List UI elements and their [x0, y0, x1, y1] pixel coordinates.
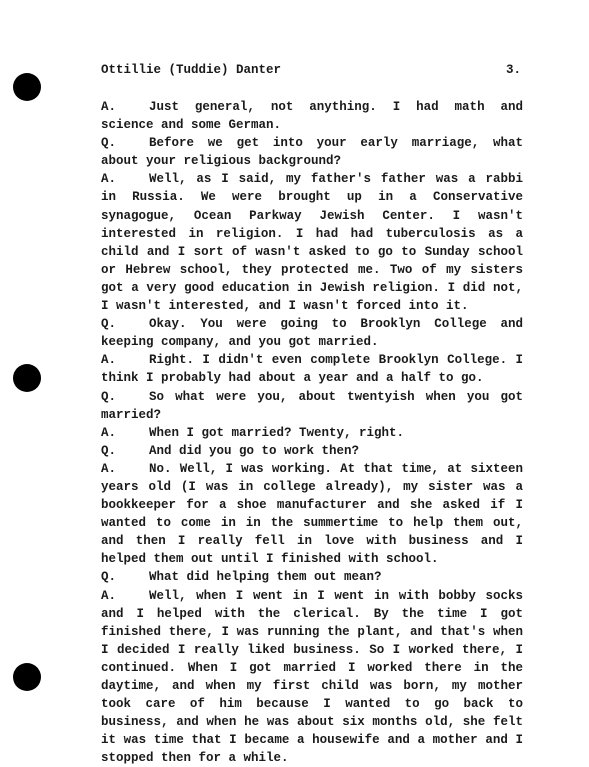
- paragraph-text: Well, when I went in I went in with bobby socks and I helped with the clerical. By the time I got finished there, I was running the plant, and that's when I decided I really liked business. So I worked there, I continued. When I got married I worked there in the daytime, and when my first child was born, my mother took care of him because I wanted to go back to business, and when he was about six months old, she felt it was time that I became a housewife and a mother and I stopped then for a while.: [101, 588, 523, 766]
- paragraph-text: No. Well, I was working. At that time, at sixteen years old (I was in college already), my sister was a bookkeeper for a shoe manufacturer and she asked if I wanted to come in in the summertime to help them out, and then I really fell in love with business and I helped them out until I finished with school.: [101, 461, 523, 567]
- speaker-label: Q.: [101, 443, 117, 458]
- page-number: 3.: [505, 63, 521, 77]
- paragraph-text: Well, as I said, my father's father was a rabbi in Russia. We were brought up in a Conservative synagogue, Ocean Parkway Jewish Center. I wasn't interested in religion. I had had tuberculosis as a child and I sort of wasn't asked to go to Sunday school or Hebrew school, they protected me. Two of my sisters got a very good education in Jewish religion. I did not, I wasn't interested, and I wasn't forced into it.: [101, 172, 523, 314]
- speaker-label: A.: [101, 353, 117, 368]
- transcript-paragraph: [101, 98, 523, 134]
- paragraph-text: Right. I didn't even complete Brooklyn College. I think I probably had about a year and a half to go.: [101, 353, 523, 386]
- transcript-body: [101, 98, 523, 767]
- paragraph-text: Before we get into your early marriage, what about your religious background?: [101, 136, 523, 169]
- speaker-label: A.: [101, 425, 117, 440]
- transcript-paragraph: [101, 170, 523, 315]
- paragraph-text: What did helping them out mean?: [149, 570, 382, 585]
- speaker-label: Q.: [101, 389, 117, 404]
- paragraph-text: Just general, not anything. I had math and science and some German.: [101, 100, 523, 133]
- transcript-paragraph: [101, 351, 523, 387]
- punch-hole-top: [13, 73, 41, 101]
- transcript-paragraph: [101, 134, 523, 170]
- speaker-label: A.: [101, 172, 117, 187]
- speaker-label: A.: [101, 100, 117, 114]
- paragraph-text: So what were you, about twentyish when you got married?: [101, 389, 523, 422]
- transcript-paragraph: [101, 388, 523, 424]
- paragraph-text: When I got married? Twenty, right.: [149, 425, 405, 440]
- punch-hole-bottom: [13, 663, 41, 691]
- transcript-paragraph: [101, 568, 523, 586]
- punch-hole-middle: [13, 364, 41, 392]
- transcript-paragraph: [101, 315, 523, 351]
- speaker-label: Q.: [101, 570, 117, 585]
- page-header: [101, 63, 521, 77]
- speaker-label: A.: [101, 588, 117, 603]
- paragraph-text: Okay. You were going to Brooklyn College and keeping company, and you got married.: [101, 317, 523, 350]
- transcript-paragraph: [101, 442, 523, 460]
- speaker-label: Q.: [101, 317, 117, 332]
- transcript-paragraph: [101, 587, 523, 767]
- speaker-label: Q.: [101, 136, 117, 151]
- speaker-label: A.: [101, 461, 117, 476]
- document-title: Ottillie (Tuddie) Danter: [101, 63, 282, 77]
- paragraph-text: And did you go to work then?: [149, 443, 360, 458]
- transcript-paragraph: [101, 460, 523, 569]
- transcript-paragraph: [101, 424, 523, 442]
